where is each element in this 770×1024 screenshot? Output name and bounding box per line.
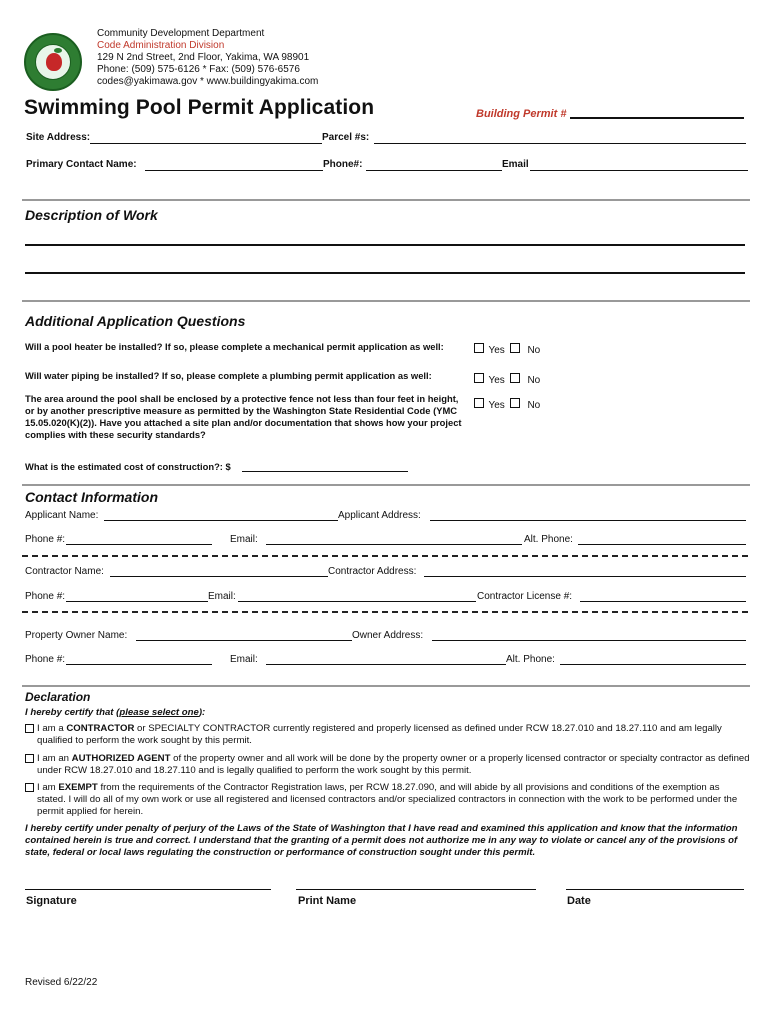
print-name-label: Print Name	[298, 895, 357, 907]
dashed-divider	[22, 611, 748, 613]
seal-inner	[35, 44, 71, 80]
owner-phone-label: Phone #:	[25, 654, 66, 665]
applicant-address-label: Applicant Address:	[338, 510, 421, 521]
dept-name: Community Development Department	[97, 28, 265, 39]
leaf-icon	[54, 48, 62, 53]
question-water-piping: Will water piping be installed? If so, please complete a plumbing permit application as well:	[25, 370, 432, 381]
apple-icon	[46, 53, 62, 71]
building-permit-field[interactable]	[570, 117, 744, 119]
owner-name-field[interactable]	[136, 640, 352, 641]
contact-heading: Contact Information	[25, 489, 158, 505]
applicant-email-field[interactable]	[266, 544, 522, 545]
city-seal-logo	[24, 33, 82, 91]
exempt-option[interactable]	[25, 782, 750, 818]
fence-no-option[interactable]	[510, 395, 540, 413]
agent-option-text	[37, 753, 750, 777]
fence-no-checkbox[interactable]	[510, 398, 520, 408]
yes-label: Yes	[488, 400, 505, 411]
questions-heading: Additional Application Questions	[25, 313, 246, 329]
heater-no-checkbox[interactable]	[510, 343, 520, 353]
contractor-address-label: Contractor Address:	[328, 566, 417, 577]
contractor-option[interactable]	[25, 723, 750, 747]
parcel-field[interactable]	[374, 143, 746, 144]
heater-yes-checkbox[interactable]	[474, 343, 484, 353]
owner-phone-field[interactable]	[66, 664, 212, 665]
yes-label: Yes	[488, 375, 505, 386]
intro-underlined: please select one	[119, 707, 199, 718]
certify-statement: I hereby certify under penalty of perjury of the Laws of the State of Washington that I have read and examined this application and know that the information contained herein is true and correct. I understand that the granting of a permit does not authorize me in any way to violate or cancel any of the provisions of state, federal or local laws regulating the construction or performance of construction sought under this permit.	[25, 823, 738, 858]
owner-email-field[interactable]	[266, 664, 506, 665]
o3-text-c: from the requirements of the Contractor Registration laws, per RCW 18.27.090, and will abide by all provisions and conditions of the exemption as stated. I will do all of my own work or use all registered and licensed contractors and/or specialized contractors in connection with the work to be performed under the permit applied for herein.	[37, 782, 738, 817]
question-heater: Will a pool heater be installed? If so, please complete a mechanical permit application as well:	[25, 341, 444, 352]
owner-alt-phone-label: Alt. Phone:	[506, 654, 555, 665]
applicant-address-field[interactable]	[430, 520, 746, 521]
agent-checkbox[interactable]	[25, 754, 34, 763]
piping-yes-checkbox[interactable]	[474, 373, 484, 383]
intro-end: ):	[198, 707, 206, 718]
exempt-checkbox[interactable]	[25, 783, 34, 792]
piping-yes-option[interactable]	[474, 370, 505, 388]
o1-text-c: or SPECIALTY CONTRACTOR currently registered and properly licensed as defined under RCW 18.27.010 and 18.27.110 and am legally qualified to perform the work sought by this permit.	[37, 723, 722, 746]
no-label: No	[527, 345, 541, 356]
phone-field[interactable]	[366, 170, 502, 171]
divider	[22, 685, 750, 687]
date-field[interactable]	[566, 889, 744, 890]
o3-text-b: EXEMPT	[58, 782, 98, 793]
contractor-name-field[interactable]	[110, 576, 328, 577]
cost-label: What is the estimated cost of construction?: $	[25, 461, 231, 472]
applicant-alt-phone-field[interactable]	[578, 544, 746, 545]
primary-contact-field[interactable]	[145, 170, 323, 171]
owner-name-label: Property Owner Name:	[25, 630, 128, 641]
dept-address: 129 N 2nd Street, 2nd Floor, Yakima, WA 98901	[97, 52, 310, 63]
o1-text-b: CONTRACTOR	[66, 723, 135, 734]
contractor-license-field[interactable]	[580, 601, 746, 602]
piping-no-option[interactable]	[510, 370, 540, 388]
date-label: Date	[567, 895, 591, 907]
phone-label: Phone#:	[323, 159, 363, 170]
dept-phone: Phone: (509) 575-6126 * Fax: (509) 576-6576	[97, 64, 300, 75]
applicant-email-label: Email:	[230, 534, 258, 545]
owner-email-label: Email:	[230, 654, 258, 665]
intro-text: I hereby certify that (	[25, 707, 120, 718]
contractor-name-label: Contractor Name:	[25, 566, 104, 577]
owner-alt-phone-field[interactable]	[560, 664, 746, 665]
contractor-address-field[interactable]	[424, 576, 746, 577]
o2-text-b: AUTHORIZED AGENT	[71, 753, 171, 764]
page-title: Swimming Pool Permit Application	[24, 96, 375, 119]
divider	[22, 199, 750, 201]
o2-text-c: of the property owner and all work will be done by the property owner or a properly licensed contractor or specialty contractor as defined under RCW 18.27.010 and 18.27.110 and is legally qualified to perform the work sought by this permit.	[37, 753, 750, 776]
applicant-name-field[interactable]	[104, 520, 338, 521]
contractor-license-label: Contractor License #:	[477, 591, 573, 602]
heater-no-option[interactable]	[510, 340, 540, 358]
o2-text-a: I am an	[37, 753, 72, 764]
contractor-option-text	[37, 723, 750, 747]
dept-web: codes@yakimawa.gov * www.buildingyakima.com	[97, 76, 319, 87]
agent-option[interactable]	[25, 753, 750, 777]
description-line-1[interactable]	[25, 244, 745, 246]
description-heading: Description of Work	[25, 207, 158, 223]
owner-address-label: Owner Address:	[352, 630, 424, 641]
division-name: Code Administration Division	[97, 40, 225, 51]
contractor-checkbox[interactable]	[25, 724, 34, 733]
primary-contact-label: Primary Contact Name:	[26, 159, 137, 170]
exempt-option-text	[37, 782, 750, 818]
divider	[22, 484, 750, 486]
email-field[interactable]	[530, 170, 748, 171]
description-line-2[interactable]	[25, 272, 745, 274]
applicant-phone-label: Phone #:	[25, 534, 66, 545]
piping-no-checkbox[interactable]	[510, 373, 520, 383]
fence-yes-checkbox[interactable]	[474, 398, 484, 408]
no-label: No	[527, 375, 541, 386]
parcel-label: Parcel #s:	[322, 132, 370, 143]
o1-text-a: I am a	[37, 723, 67, 734]
owner-address-field[interactable]	[432, 640, 746, 641]
declaration-intro	[25, 707, 205, 719]
contractor-phone-label: Phone #:	[25, 591, 66, 602]
question-fence: The area around the pool shall be enclosed by a protective fence not less than four feet in height, or by another prescriptive measure as permitted by the Washington State Residential Code (YMC 15.05.020(K)(2)). Have you attached a site plan and/or documentation that shows how your project complies with these security standards?	[25, 393, 462, 440]
cost-field[interactable]	[242, 471, 408, 472]
building-permit-label: Building Permit #	[476, 108, 567, 120]
heater-yes-option[interactable]	[474, 340, 505, 358]
applicant-phone-field[interactable]	[66, 544, 212, 545]
contractor-email-label: Email:	[208, 591, 236, 602]
applicant-name-label: Applicant Name:	[25, 510, 99, 521]
o3-text-a: I am	[37, 782, 59, 793]
site-address-label: Site Address:	[26, 132, 91, 143]
signature-label: Signature	[26, 895, 77, 907]
contractor-email-field[interactable]	[238, 601, 476, 602]
yes-label: Yes	[488, 345, 505, 356]
signature-field[interactable]	[25, 889, 271, 890]
email-label: Email	[502, 159, 529, 170]
declaration-heading: Declaration	[25, 690, 91, 704]
revision-date: Revised 6/22/22	[25, 977, 98, 988]
contractor-phone-field[interactable]	[66, 601, 208, 602]
fence-yes-option[interactable]	[474, 395, 505, 413]
applicant-alt-phone-label: Alt. Phone:	[524, 534, 573, 545]
dashed-divider	[22, 555, 748, 557]
no-label: No	[527, 400, 541, 411]
divider	[22, 300, 750, 302]
print-name-field[interactable]	[296, 889, 536, 890]
site-address-field[interactable]	[90, 143, 322, 144]
